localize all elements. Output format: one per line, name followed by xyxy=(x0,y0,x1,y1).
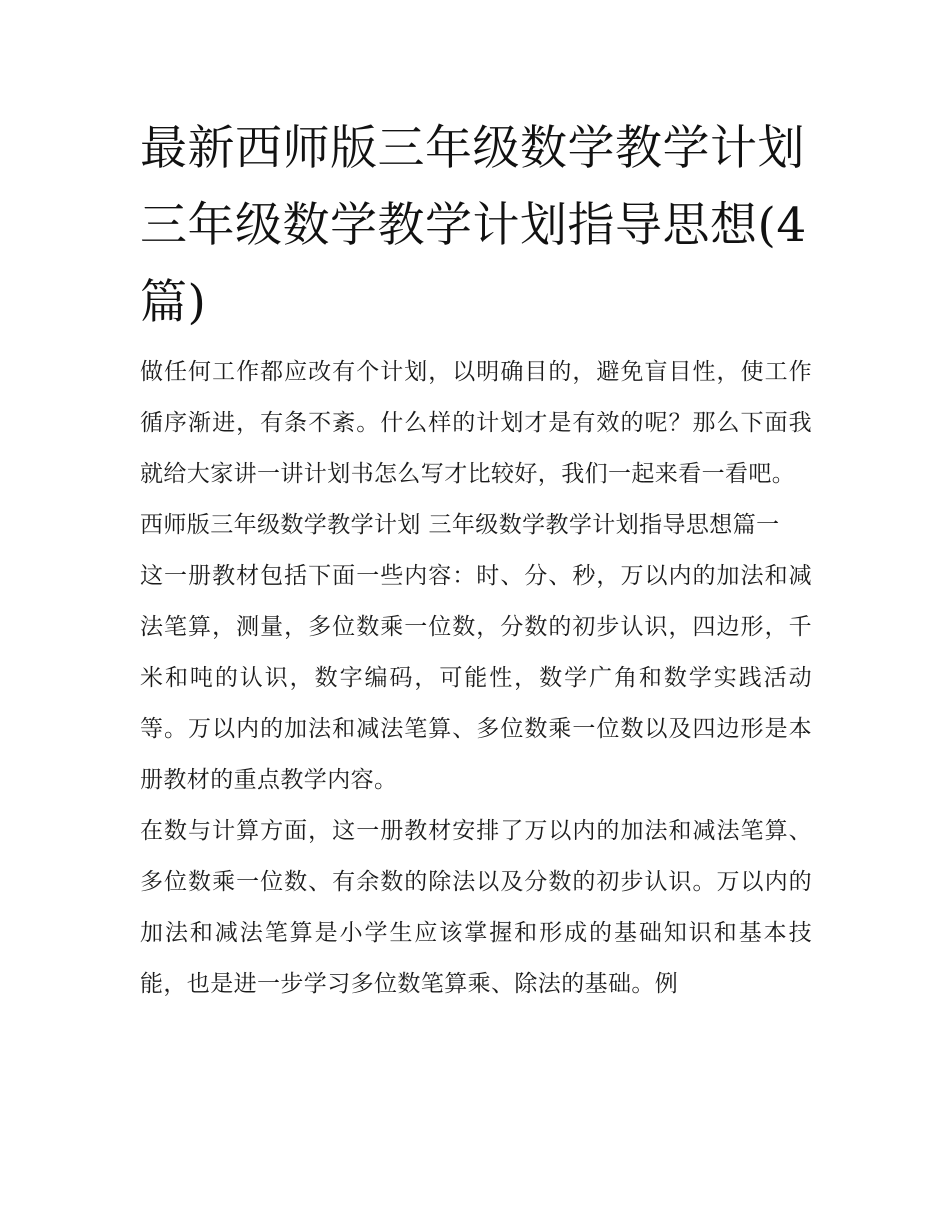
paragraph-content-overview: 这一册教材包括下面一些内容：时、分、秒，万以内的加法和减法笔算，测量，多位数乘一位数，分数的初步认识，四边形，千米和吨的认识，数字编码，可能性，数学广角和数学实践活动等。万以内的加法和减法笔算、多位数乘一位数以及四边形是本册教材的重点教学内容。 xyxy=(140,563,812,793)
document-body xyxy=(140,110,812,1010)
paragraph-number-calculation: 在数与计算方面，这一册教材安排了万以内的加法和减法笔算、多位数乘一位数、有余数的除法以及分数的初步认识。万以内的加法和减法笔算是小学生应该掌握和形成的基础知识和基本技能，也是进一步学习多位数笔算乘、除法的基础。例 xyxy=(140,818,812,997)
paragraph-intro: 做任何工作都应改有个计划，以明确目的，避免盲目性，使工作循序渐进，有条不紊。什么样的计划才是有效的呢？那么下面我就给大家讲一讲计划书怎么写才比较好，我们一起来看一看吧。 xyxy=(140,359,812,487)
document-title: 最新西师版三年级数学教学计划 三年级数学教学计划指导思想(4篇) xyxy=(140,121,807,330)
section-heading: 西师版三年级数学教学计划 三年级数学教学计划指导思想篇一 xyxy=(140,512,780,538)
